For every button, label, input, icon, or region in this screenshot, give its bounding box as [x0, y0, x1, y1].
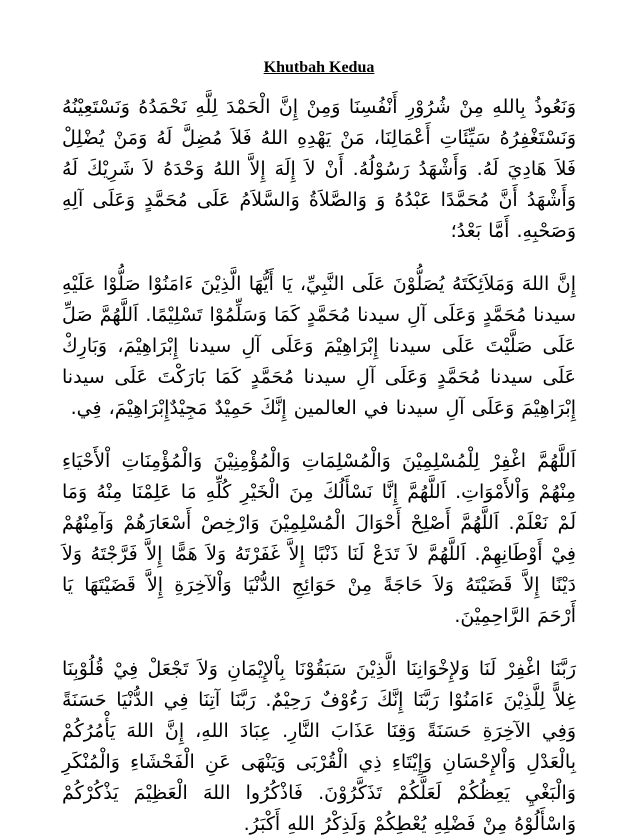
paragraph-opening: وَنَعُوذُ بِاللهِ مِنْ شُرُوْرِ أَنْفُسِنَا وَمِنْ إِنَّ الْحَمْدَ لِلَّهِ نَحْمَدُهُ وَنَسْتَعِيْنُهُ وَنَسْتَغْفِرُهُ سَيِّئَاتِ أَعْمَالِنَا، مَنْ يَهْدِهِ اللهُ فَلاَ مُضِلَّ لَهُ وَمَنْ يُضْلِلْ فَلاَ هَادِيَ لَهُ. وَأَشْهَدُ رَسُوْلُهُ. أَنْ لاَ إِلَهَ إِلاَّ اللهُ وَحْدَهُ لاَ شَرِيْكَ لَهُ وَأَشْهَدُ أَنَّ مُحَمَّدًا عَبْدُهُ وَ وَالصَّلاَةُ وَالسَّلاَمُ عَلَى مُحَمَّدٍ وَعَلَى آلِهِ وَصَحْبِهِ. أَمَّا بَعْدُ؛	[62, 96, 576, 242]
document-title: Khutbah Kedua	[263, 59, 375, 76]
paragraph-salawat: إِنَّ اللهَ وَمَلاَئِكَتَهُ يُصَلُّوْنَ عَلَى النَّبِيِّ، يَا أَيُّهَا الَّذِيْنَ ءَامَنُوْا صَلُّوْا عَلَيْهِ سيدنا مُحَمَّدٍ وَعَلَى آلِ سيدنا مُحَمَّدٍ كَمَا وَسَلِّمُوْا تَسْلِيْمًا. اَللَّهُمَّ صَلِّ عَلَى صَلَّيْتَ عَلَى سيدنا إِبْرَاهِيْمَ وَعَلَى آلِ سيدنا إِبْرَاهِيْمَ، وَبَارِكْ عَلَى سيدنا مُحَمَّدٍ وَعَلَى آلِ سيدنا مُحَمَّدٍ كَمَا بَارَكْتَ عَلَى سيدنا إِبْرَاهِيْمَ وَعَلَى آلِ سيدنا في العالمين إِنَّكَ حَمِيْدٌ مَجِيْدٌإِبْرَاهِيْمَ، فِي.	[62, 273, 576, 419]
paragraph-closing: رَبَّنَا اغْفِرْ لَنَا وَلإِخْوَانِنَا الَّذِيْنَ سَبَقُوْنَا بِاْلإِيْمَانِ وَلاَ تَجْعَلْ فِيْ قُلُوْبِنَا غِلاًّ لِلَّذِيْنَ ءَامَنُوْا رَبَّنَا إِنَّكَ رَءُوْفٌ رَحِيْمٌ. رَبَّنَا آتِنَا فِي الدُّنْيَا حَسَنَةً وَفِي الآخِرَةِ حَسَنَةً وَقِنَا عَذَابَ النَّارِ. عِبَادَ اللهِ، إِنَّ اللهَ يَأْمُرُكُمْ بِالْعَدْلِ وَاْلإِحْسَانِ وَإِيْتَاءِ ذِي الْقُرْبَى وَيَنْهَى عَنِ الْفَحْشَاءِ وَالْمُنْكَرِ وَالْبَغْيِ يَعِظُكُمْ لَعَلَّكُمْ تَذَكَّرُوْنَ. فَاذْكُرُوا اللهَ الْعَظِيْمَ يَذْكُرْكُمْ وَاسْأَلُوْهُ مِنْ فَضْلِهِ يُعْطِكُمْ وَلَذِكْرُ اللهِ أَكْبَرُ.	[62, 658, 576, 835]
paragraph-doa: اَللَّهُمَّ اغْفِرْ لِلْمُسْلِمِيْنَ وَالْمُسْلِمَاتِ وَالْمُؤْمِنِيْنَ وَالْمُؤْمِنَاتِ اْلأَحْيَاءِ مِنْهُمْ وَاْلأَمْوَاتِ. اَللَّهُمَّ إِنَّا نَسْأَلُكَ مِنَ الْخَيْرِ كُلِّهِ مَا عَلِمْنَا مِنْهُ وَمَا لَمْ نَعْلَمْ. اَللَّهُمَّ أَصْلِحْ أَحْوَالَ الْمُسْلِمِيْنَ وَارْخِصْ أَسْعَارَهُمْ وَآمِنْهُمْ فِيْ أَوْطَانِهِمْ. اَللَّهُمَّ لاَ تَدَعْ لَنَا ذَنْبًا إِلاَّ غَفَرْتَهُ وَلاَ هَمًّا إِلاَّ فَرَّجْتَهُ وَلاَ دَيْنًا إِلاَّ قَضَيْتَهُ وَلاَ حَاجَةً مِنْ حَوَائِجِ الدُّنْيَا وَاْلآخِرَةِ إِلاَّ قَضَيْتَهَا يَا أَرْحَمَ الرَّاحِمِيْنَ.	[62, 450, 576, 627]
